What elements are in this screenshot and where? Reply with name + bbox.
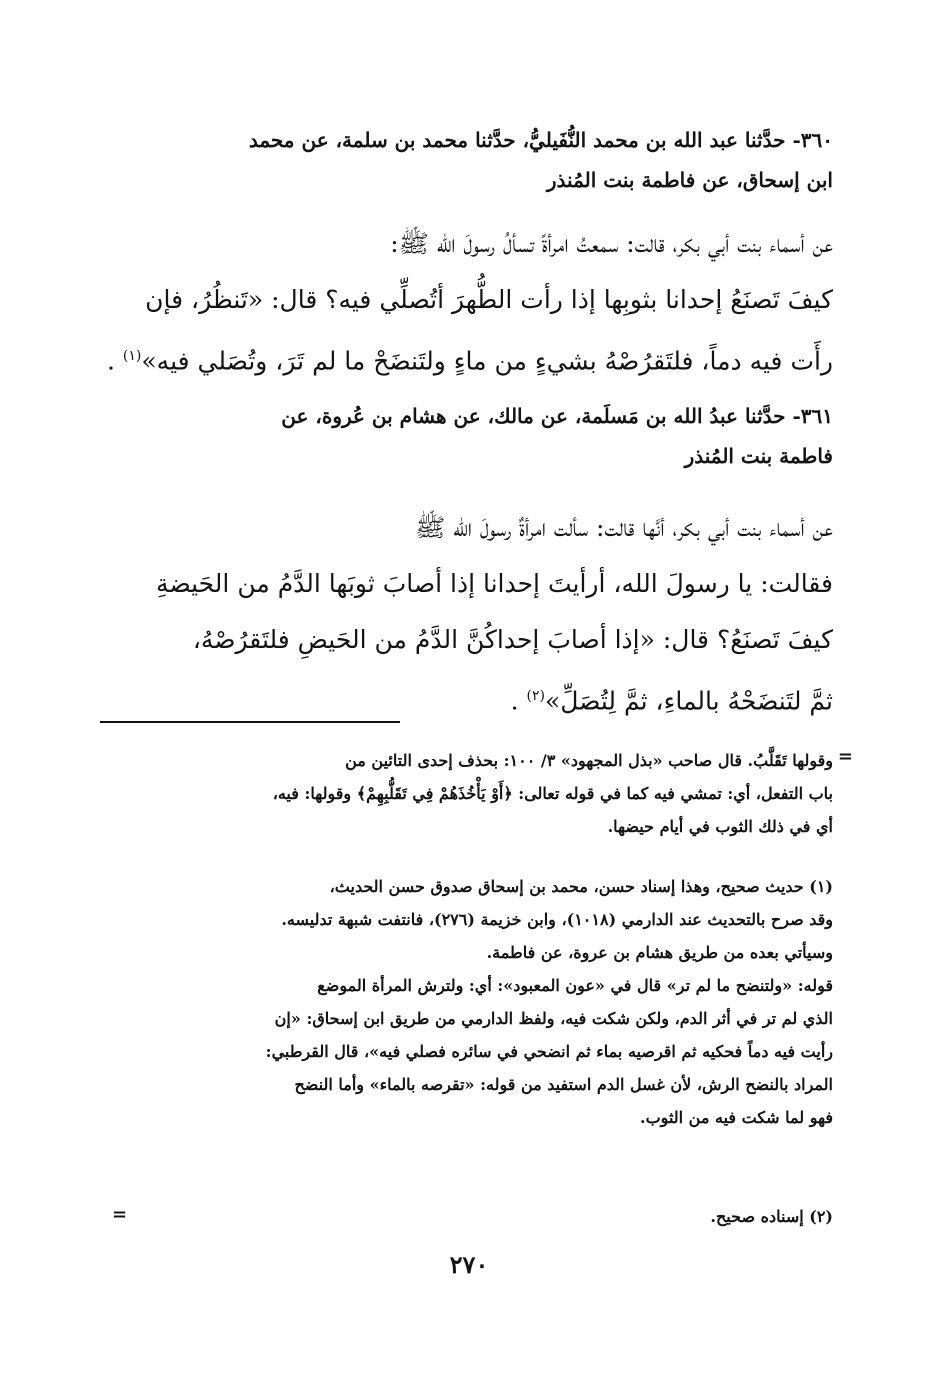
isnad-line: ٣٦٠- حدَّثنا عبد الله بن محمد النُّفَيليُّ، حدَّثنا محمد بن سلمة، عن محمد: [248, 128, 833, 152]
footnote-1: [100, 870, 833, 1134]
matn-line: [100, 328, 833, 389]
footnote-line: فهو لما شكت فيه من الثوب.: [640, 1108, 833, 1127]
matn-line: كيفَ تَصنَعُ؟ قال: «إذا أصابَ إحداكُنَّ الدَّمُ من الحَيضِ فلتَقرُصْهُ،: [192, 625, 833, 654]
matn-end: .: [107, 346, 123, 376]
footnote-line: أي في ذلك الثوب في أيام حيضها.: [607, 817, 833, 836]
footnote-line: الذي لم تر في أثر الدم، ولكن شكت فيه، ولفظ الدارمي من طريق ابن إسحاق: «إن: [274, 1009, 833, 1028]
footnote-line: وقولها تَقَلَّبُ. قال صاحب «بذل المجهود» ٣/ ١٠٠: بحذف إحدى التائين من: [345, 751, 833, 770]
footnote-line: رأيت فيه دماً فحكيه ثم اقرصيه بماء ثم انضحي في سائره فصلي فيه»، قال القرطبي:: [265, 1042, 833, 1061]
footnote-separator: [100, 721, 400, 723]
matn-text: ثمَّ لتَنضَحْهُ بالماءِ، ثمَّ لِتُصَلِّ»: [544, 686, 833, 716]
continuation-mark: =: [837, 746, 853, 767]
footnote-continuation: [100, 744, 833, 843]
footnote-line: وسيأتي بعده من طريق هشام بن عروة، عن فاطمة.: [486, 943, 833, 962]
footnote-line: وقد صرح بالتحديث عند الدارمي (١٠١٨)، وابن خزيمة (٢٧٦)، فانتفت شبهة تدليسه.: [281, 910, 833, 929]
matn-end: .: [510, 686, 527, 716]
footnote-line: المراد بالنضح الرش، لأن غسل الدم استفيد من قوله: «تقرصه بالماء» وأما النضح: [294, 1075, 833, 1094]
matn-line: كيفَ تَصنَعُ إحدانا بثوبِها إذا رأت الطُّهرَ أتُصلِّي فيه؟ قال: «تَنظُرُ، فإن: [145, 285, 833, 314]
hadith-360-matn: [100, 216, 833, 389]
matn-line: عن أسماء بنت أبي بكر، قالت: سمعتُ امرأةً تسألُ رسولَ الله ﷺ:: [390, 229, 833, 258]
footnote-line: قوله: «ولتنضح ما لم تر» قال في «عون المعبود»: أي: ولترش المرأة الموضع: [317, 976, 833, 995]
footnote-line: باب التفعل، أي: تمشي فيه كما في قوله تعالى: ﴿أَوْ يَأْخُذَهُمْ فِي تَقَلُّبِهِمْ﴾ وقولها: فيه،: [272, 784, 833, 803]
footnote-ref: (١): [122, 348, 142, 364]
footnote-line: (٢) إسناده صحيح.: [710, 1207, 833, 1226]
matn-line: عن أسماء بنت أبي بكر، أنَّها قالت: سألت امرأةٌ رسولَ الله ﷺ: [415, 513, 833, 542]
footnote-line: (١) حديث صحيح، وهذا إسناد حسن، محمد بن إسحاق صدوق حسن الحديث،: [329, 877, 833, 896]
isnad-line: فاطمة بنت المُنذر: [684, 444, 833, 468]
page-number: ٢٧٠: [449, 1250, 489, 1279]
matn-line: فقالت: يا رسولَ الله، أرأيتَ إحدانا إذا أصابَ ثوبَها الدَّمُ من الحَيضةِ: [156, 569, 833, 598]
matn-text: رأَت فيه دماً، فلتَقرُصْهُ بشيءٍ من ماءٍ ولتَنضَحْ ما لم تَرَ، وتُصَلي فيه»: [141, 346, 833, 376]
end-mark: =: [112, 1204, 128, 1225]
hadith-360-isnad: [100, 120, 833, 200]
hadith-361-isnad: [100, 396, 833, 476]
isnad-line: ابن إسحاق، عن فاطمة بنت المُنذر: [546, 168, 833, 192]
isnad-line: ٣٦١- حدَّثنا عبدُ الله بن مَسلَمة، عن مالك، عن هشام بن عُروة، عن: [281, 404, 833, 428]
footnote-2: [100, 1200, 833, 1233]
footnote-ref: (٢): [526, 688, 545, 704]
hadith-361-matn: [100, 500, 833, 729]
